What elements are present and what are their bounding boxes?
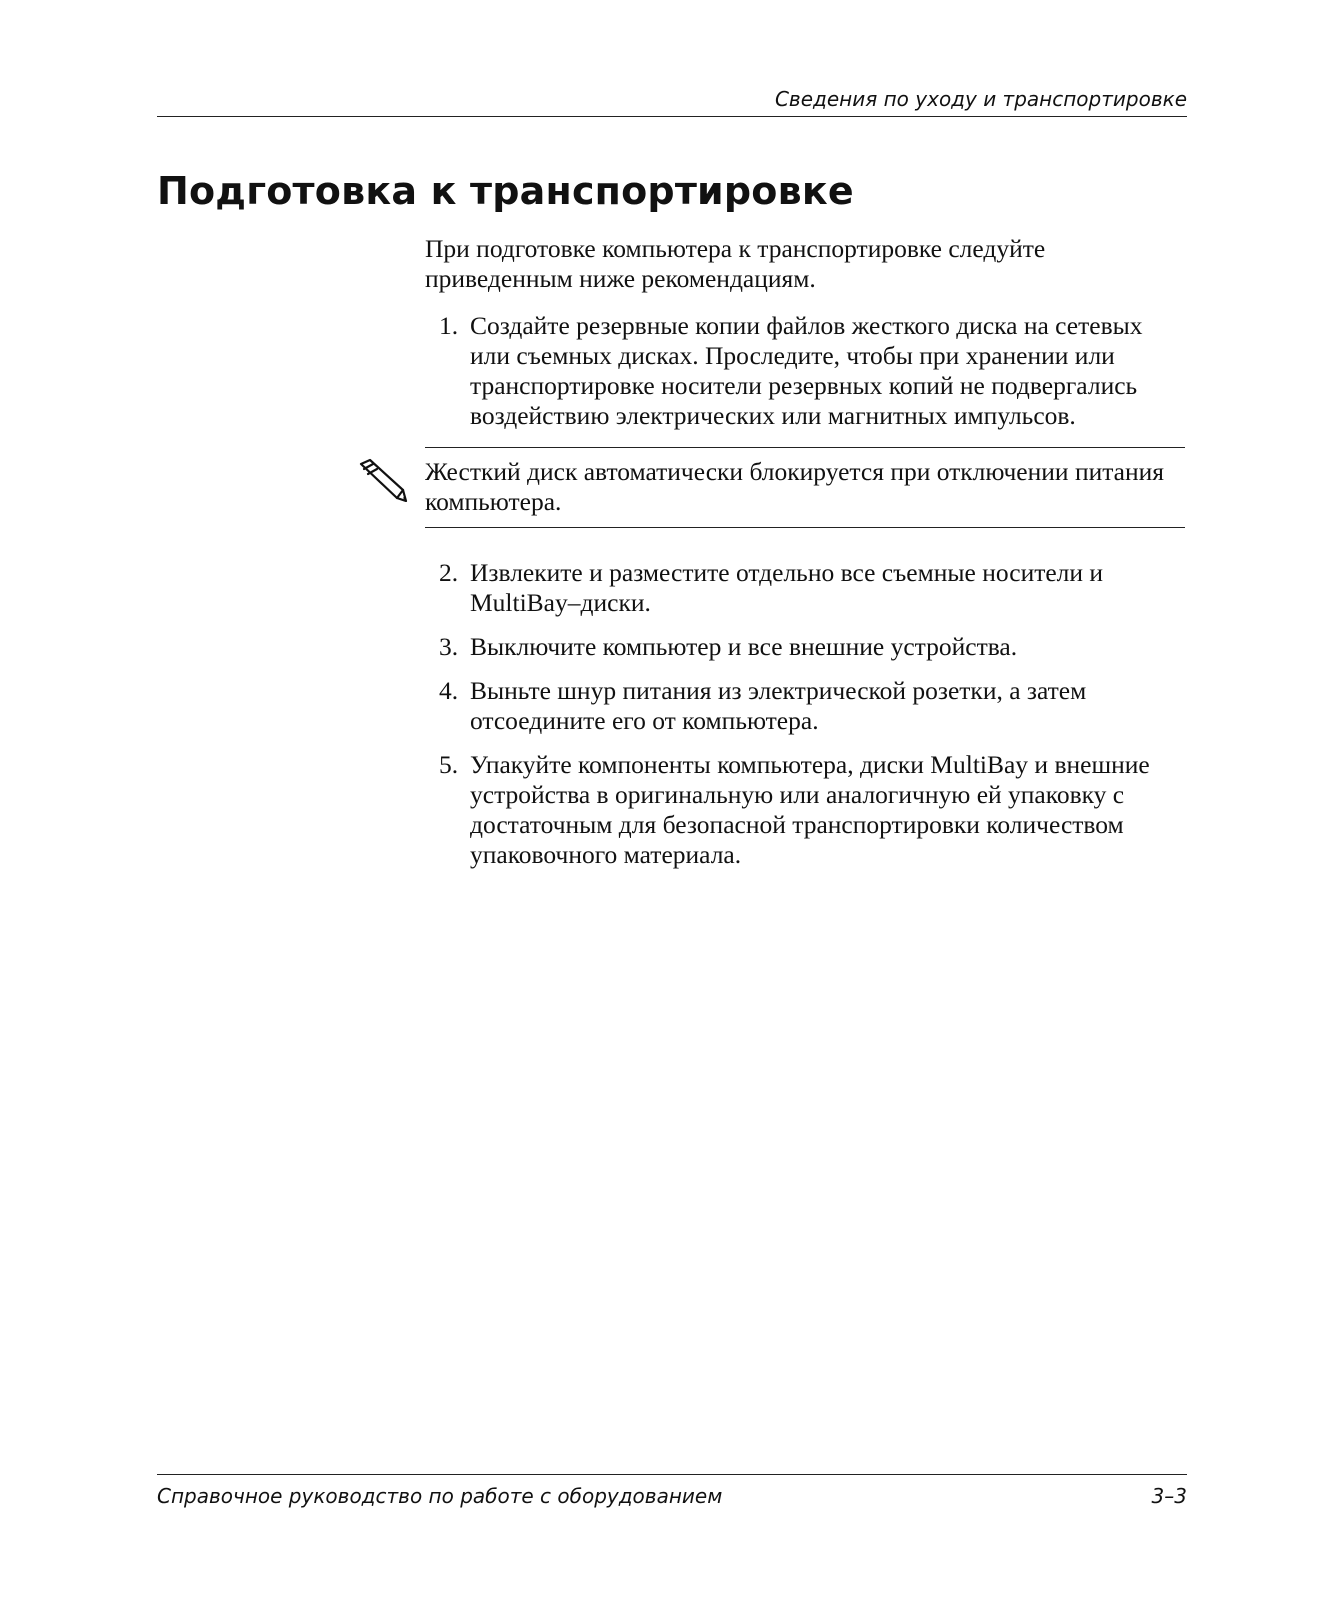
step-number: 2. — [439, 558, 459, 587]
step-text: Извлеките и разместите отдельно все съемные носители и MultiBay–диски. — [470, 558, 1104, 617]
step-text: Создайте резервные копии файлов жесткого диска на сетевых или съемных дисках. Проследите, чтобы при хранении или транспортировке носители резервных копий не подвергались воздействию электрических или магнитных импульсов. — [470, 311, 1143, 430]
list-item-step-4 — [425, 676, 1185, 736]
running-header — [157, 82, 1187, 117]
step-number: 3. — [439, 632, 459, 661]
header-section-title: Сведения по уходу и транспортировке — [774, 87, 1187, 111]
page-title: Подготовка к транспортировке — [157, 169, 854, 213]
intro-paragraph: При подготовке компьютера к транспортировке следуйте приведенным ниже рекомендациям. — [425, 234, 1046, 293]
list-item-step-3 — [425, 632, 1185, 662]
step-text: Выньте шнур питания из электрической розетки, а затем отсоедините его от компьютера. — [470, 676, 1087, 735]
main-content — [425, 234, 1185, 884]
note-box — [425, 447, 1185, 528]
running-footer — [157, 1474, 1187, 1511]
pencil-note-icon — [353, 458, 409, 502]
list-item-step-5 — [425, 750, 1185, 870]
note-text: Жесткий диск автоматически блокируется при отключении питания компьютера. — [425, 457, 1165, 516]
step-text: Упакуйте компоненты компьютера, диски MultiBay и внешние устройства в оригинальную или аналогичную ей упаковку с достаточным для безопасной транспортировки количеством упаковочного материала. — [470, 750, 1150, 869]
footer-page-number: 3–3 — [1151, 1484, 1187, 1508]
step-number: 4. — [439, 676, 459, 705]
step-text: Выключите компьютер и все внешние устройства. — [470, 632, 1018, 661]
step-number: 1. — [439, 311, 459, 340]
list-item-step-2 — [425, 558, 1185, 618]
list-item-step-1 — [425, 311, 1185, 431]
step-number: 5. — [439, 750, 459, 779]
footer-manual-title: Справочное руководство по работе с оборудованием — [157, 1484, 723, 1508]
